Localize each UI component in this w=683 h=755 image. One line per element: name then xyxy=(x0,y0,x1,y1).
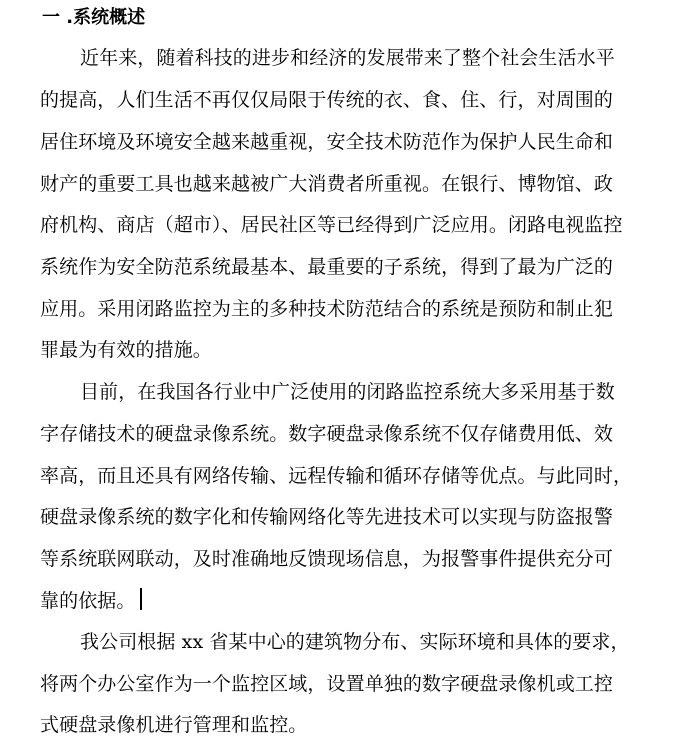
paragraph-2-line-4: 硬盘录像系统的数字化和传输网络化等先进技术可以实现与防盗报警 xyxy=(40,506,614,528)
paragraph-1-line-5: 府机构、商店（超市）、居民社区等已经得到广泛应用。闭路电视监控 xyxy=(40,214,623,236)
paragraph-1-line-8: 罪最为有效的措施。 xyxy=(40,339,212,361)
paragraph-1-line-6: 系统作为安全防范系统最基本、最重要的子系统，得到了最为广泛的 xyxy=(40,256,614,278)
paragraph-1-line-3: 居住环境及环境安全越来越重视，安全技术防范作为保护人民生命和 xyxy=(40,131,614,153)
paragraph-2-line-1: 目前，在我国各行业中广泛使用的闭路监控系统大多采用基于数 xyxy=(80,381,615,403)
section-heading: 一 .系统概述 xyxy=(42,7,146,28)
paragraph-3-line-3: 式硬盘录像机进行管理和监控。 xyxy=(40,714,308,736)
paragraph-2-line-6-wrapper xyxy=(40,587,142,615)
paragraph-3-line-2: 将两个办公室作为一个监控区域，设置单独的数字硬盘录像机或工控 xyxy=(40,673,614,695)
paragraph-2-line-2: 字存储技术的硬盘录像系统。数字硬盘录像系统不仅存储费用低、效 xyxy=(40,423,614,445)
text-cursor xyxy=(140,588,142,610)
paragraph-3-line-1: 我公司根据 xx 省某中心的建筑物分布、实际环境和具体的要求， xyxy=(80,631,630,653)
paragraph-2-line-3: 率高，而且还具有网络传输、远程传输和循环存储等优点。与此同时， xyxy=(40,465,633,487)
paragraph-1-line-2: 的提高，人们生活不再仅仅局限于传统的衣、食、住、行，对周围的 xyxy=(40,89,614,111)
paragraph-2-line-6: 靠的依据。 xyxy=(40,590,136,612)
paragraph-1-line-4: 财产的重要工具也越来越被广大消费者所重视。在银行、博物馆、政 xyxy=(40,173,614,195)
paragraph-2-line-5: 等系统联网联动，及时准确地反馈现场信息，为报警事件提供充分可 xyxy=(40,548,614,570)
paragraph-1-line-7: 应用。采用闭路监控为主的多种技术防范结合的系统是预防和制止犯 xyxy=(40,298,614,320)
paragraph-1-line-1: 近年来，随着科技的进步和经济的发展带来了整个社会生活水平 xyxy=(80,47,615,69)
